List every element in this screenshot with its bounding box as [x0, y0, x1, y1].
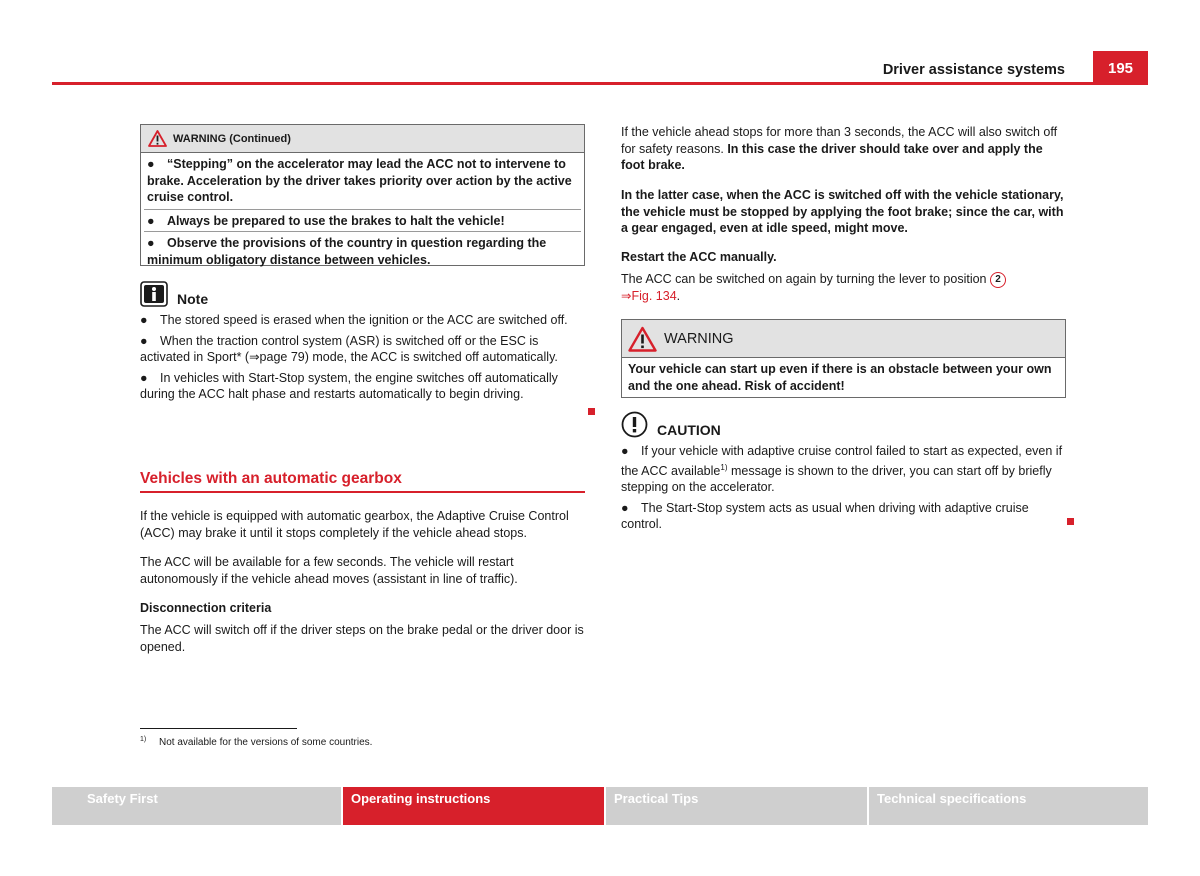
note-heading	[140, 281, 440, 307]
paragraph: If the vehicle ahead stops for more than 3 seconds, the ACC will also switch off for safety reasons. In this case the driver should take over and apply the foot brake.	[621, 125, 1058, 172]
header-rule	[52, 82, 1148, 85]
list-item: ● “Stepping” on the accelerator may lead the ACC not to intervene to brake. Acceleration by the driver takes priority over action by the active cruise control.	[147, 157, 572, 204]
section-heading: Vehicles with an automatic gearbox	[140, 470, 402, 487]
tab-technical-specifications[interactable]: Technical specifications	[869, 787, 1148, 825]
subheading: Restart the ACC manually.	[621, 250, 777, 264]
list-item: ● Observe the provisions of the country in question regarding the minimum obligatory distance between vehicles.	[147, 236, 547, 267]
caution-heading	[621, 411, 921, 438]
footnote-rule	[140, 728, 297, 729]
warning-continued-box	[140, 124, 585, 266]
warning-continued-title: WARNING (Continued)	[173, 132, 291, 145]
paragraph: If the vehicle is equipped with automatic gearbox, the Adaptive Cruise Control (ACC) may brake it until it stops completely if the vehicle ahead stops.	[140, 509, 569, 540]
warning-triangle-icon	[628, 326, 657, 352]
warning-header	[622, 320, 1065, 358]
section-title: Driver assistance systems	[882, 62, 1065, 78]
warning-title: WARNING	[664, 330, 734, 347]
end-marker	[1067, 518, 1074, 525]
list-item: ● The Start-Stop system acts as usual when driving with adaptive cruise control.	[621, 500, 1029, 532]
page-number: 195	[1093, 51, 1148, 85]
figure-link[interactable]: ⇒Fig. 134	[621, 289, 677, 303]
note-title: Note	[177, 291, 209, 307]
subheading: Disconnection criteria	[140, 601, 272, 615]
footnote-mark: 1)	[140, 736, 147, 743]
caution-title: CAUTION	[657, 422, 721, 438]
list-item: ● The stored speed is erased when the ignition or the ACC are switched off.	[140, 313, 568, 327]
warning-continued-header	[141, 125, 584, 153]
info-icon	[140, 281, 168, 307]
tab-operating-instructions[interactable]: Operating instructions	[343, 787, 604, 825]
tab-practical-tips[interactable]: Practical Tips	[606, 787, 867, 825]
list-item: ● When the traction control system (ASR) is switched off or the ESC is activated in Sport* (⇒page 79) mode, the ACC is switched off automatically.	[140, 333, 558, 364]
caution-list	[621, 443, 1066, 533]
caution-exclamation-icon	[621, 411, 648, 438]
paragraph: The ACC will be available for a few seconds. The vehicle will restart autonomously if the vehicle ahead moves (assistant in line of traffic).	[140, 555, 518, 586]
warning-text: Your vehicle can start up even if there is an obstacle between your own and the one ahead. Risk of accident!	[628, 362, 1052, 393]
paragraph: The ACC will switch off if the driver steps on the brake pedal or the driver door is opened.	[140, 623, 584, 654]
warning-box	[621, 319, 1066, 398]
note-list	[140, 312, 585, 403]
footnote-text: Not available for the versions of some countries.	[159, 737, 373, 749]
list-item: ● Always be prepared to use the brakes to halt the vehicle!	[147, 213, 505, 228]
footnote	[140, 736, 372, 748]
tab-safety-first[interactable]: Safety First	[52, 787, 341, 825]
list-item: ● In vehicles with Start-Stop system, the engine switches off automatically during the ACC halt phase and restarts automatically to begin driving.	[140, 370, 558, 401]
list-item: ● If your vehicle with adaptive cruise control failed to start as expected, even if the ACC available$^{1)}$ message is shown to the driver, you can start off by briefly stepping on the accelerator.	[621, 444, 1063, 495]
section-heading-rule	[140, 491, 585, 493]
paragraph: The ACC can be switched on again by turning the lever to position 2 ⇒Fig. 134.	[621, 271, 1066, 305]
position-number-badge: 2	[990, 272, 1006, 288]
warning-triangle-icon	[148, 130, 167, 147]
end-marker	[588, 408, 595, 415]
paragraph: In the latter case, when the ACC is switched off with the vehicle stationary, the vehicle must be stopped by applying the foot brake; since the car, with a gear engaged, even at idle speed, might move.	[621, 188, 1064, 235]
